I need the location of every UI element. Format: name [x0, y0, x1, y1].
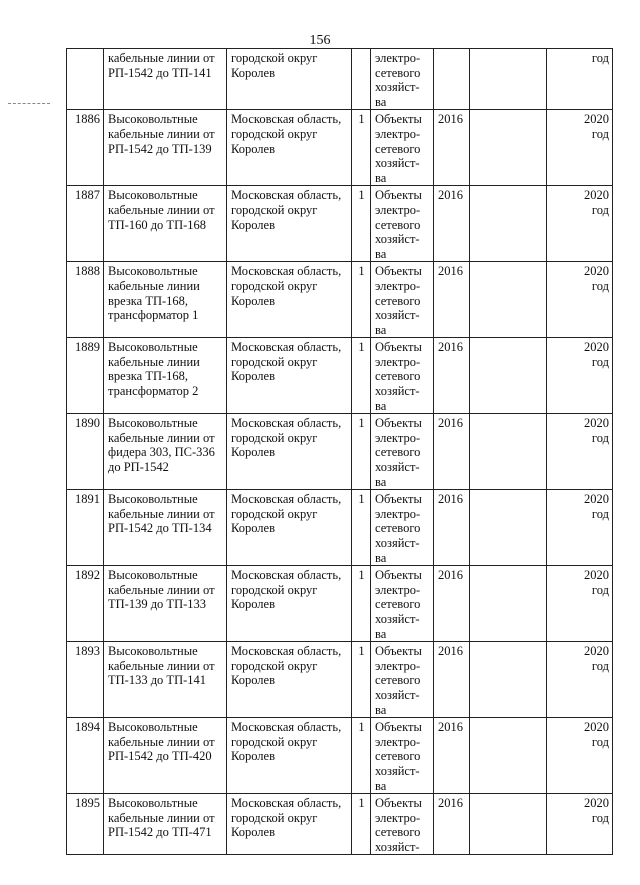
text-line: Высоковольтные	[108, 796, 198, 811]
object-name-cell	[104, 566, 227, 642]
year-start-cell	[434, 186, 470, 262]
object-name-cell	[104, 262, 227, 338]
text-line: 1	[358, 112, 365, 127]
table-row	[67, 794, 613, 855]
text-line: Объекты	[375, 568, 422, 583]
text-line: 2020	[584, 416, 609, 431]
table-row	[67, 490, 613, 566]
text-line: год	[591, 51, 609, 65]
row-number-cell	[67, 794, 104, 855]
quantity-cell	[352, 642, 371, 718]
text-line: 2016	[438, 568, 463, 583]
term-end-cell	[547, 49, 613, 110]
text-line: городской округ	[231, 354, 318, 369]
text-line: Королев	[231, 749, 275, 764]
empty-cell	[470, 566, 547, 642]
text-line: 1893	[75, 644, 100, 659]
text-line: хозяйст-	[375, 763, 420, 778]
object-name-cell	[104, 414, 227, 490]
text-line: сетевого	[375, 597, 421, 612]
quantity-cell	[352, 414, 371, 490]
text-line: 1	[358, 340, 365, 355]
text-line: Объекты	[375, 416, 422, 431]
object-name-cell	[104, 794, 227, 855]
text-line: Объекты	[375, 188, 422, 203]
text-line: 2020	[584, 568, 609, 583]
empty-cell	[470, 414, 547, 490]
text-line: 2020	[584, 340, 609, 355]
text-line: хозяйст-	[375, 687, 420, 702]
text-line: кабельные линии	[108, 278, 200, 293]
text-line: хозяйст-	[375, 460, 420, 475]
text-line: городской округ	[231, 734, 318, 749]
text-line: фидера 303, ПС-336	[108, 445, 215, 460]
text-line: кабельные линии от	[108, 51, 215, 65]
text-line: Королев	[231, 673, 275, 688]
text-line: 2016	[438, 796, 463, 811]
category-cell	[371, 414, 434, 490]
text-line: кабельные линии от	[108, 734, 215, 749]
text-line: Московская область,	[231, 720, 342, 735]
quantity-cell	[352, 186, 371, 262]
text-line: Королев	[231, 293, 275, 308]
text-line: 1	[358, 568, 365, 583]
object-name-cell	[104, 490, 227, 566]
location-cell	[227, 338, 352, 414]
text-line: 1	[358, 644, 365, 659]
term-end-cell	[547, 262, 613, 338]
text-line: Высоковольтные	[108, 112, 198, 127]
text-line: Королев	[231, 597, 275, 612]
text-line: 1	[358, 492, 365, 507]
category-cell	[371, 110, 434, 186]
text-line: Высоковольтные	[108, 720, 198, 735]
year-start-cell	[434, 110, 470, 186]
text-line: электро-	[375, 658, 421, 673]
text-line: ва	[375, 322, 387, 337]
row-number-cell	[67, 566, 104, 642]
text-line: Московская область,	[231, 644, 342, 659]
text-line: РП-1542 до ТП-420	[108, 749, 212, 764]
text-line: ва	[375, 246, 387, 261]
row-number-cell	[67, 110, 104, 186]
text-line: электро-	[375, 354, 421, 369]
text-line: электро-	[375, 734, 421, 749]
text-line: год	[591, 658, 609, 673]
text-line: ва	[375, 474, 387, 489]
text-line: электро-	[375, 126, 421, 141]
term-end-cell	[547, 110, 613, 186]
text-line: 1889	[75, 340, 100, 355]
quantity-cell	[352, 338, 371, 414]
text-line: хозяйст-	[375, 839, 420, 854]
text-line: Объекты	[375, 340, 422, 355]
object-name-cell	[104, 110, 227, 186]
text-line: электро-	[375, 430, 421, 445]
text-line: Высоковольтные	[108, 188, 198, 203]
text-line: 2016	[438, 720, 463, 735]
text-line: электро-	[375, 51, 421, 65]
empty-cell	[470, 262, 547, 338]
text-line: Московская область,	[231, 264, 342, 279]
text-line: 2016	[438, 416, 463, 431]
text-line: хозяйст-	[375, 308, 420, 323]
text-line: Королев	[231, 141, 275, 156]
text-line: Объекты	[375, 264, 422, 279]
text-line: ва	[375, 702, 387, 717]
location-cell	[227, 262, 352, 338]
year-start-cell	[434, 566, 470, 642]
text-line: 2020	[584, 644, 609, 659]
category-cell	[371, 49, 434, 110]
text-line: 1895	[75, 796, 100, 811]
quantity-cell	[352, 49, 371, 110]
row-number-cell	[67, 718, 104, 794]
text-line: Высоковольтные	[108, 340, 198, 355]
row-number-cell	[67, 262, 104, 338]
term-end-cell	[547, 414, 613, 490]
location-cell	[227, 566, 352, 642]
text-line: Московская область,	[231, 188, 342, 203]
text-line: кабельные линии	[108, 354, 200, 369]
object-name-cell	[104, 718, 227, 794]
text-line: электро-	[375, 278, 421, 293]
empty-cell	[470, 110, 547, 186]
text-line: 1894	[75, 720, 100, 735]
text-line: 1890	[75, 416, 100, 431]
text-line: городской округ	[231, 506, 318, 521]
empty-cell	[470, 642, 547, 718]
text-line: сетевого	[375, 673, 421, 688]
year-start-cell	[434, 338, 470, 414]
text-line: кабельные линии от	[108, 506, 215, 521]
text-line: электро-	[375, 202, 421, 217]
text-line: Московская область,	[231, 796, 342, 811]
text-line: сетевого	[375, 521, 421, 536]
text-line: Королев	[231, 521, 275, 536]
text-line: Королев	[231, 65, 275, 80]
text-line: кабельные линии от	[108, 658, 215, 673]
text-line: городской округ	[231, 430, 318, 445]
text-line: Московская область,	[231, 492, 342, 507]
text-line: 1	[358, 796, 365, 811]
text-line: хозяйст-	[375, 536, 420, 550]
category-cell	[371, 490, 434, 566]
object-name-cell	[104, 186, 227, 262]
location-cell	[227, 49, 352, 110]
text-line: Королев	[231, 369, 275, 384]
location-cell	[227, 490, 352, 566]
text-line: ва	[375, 398, 387, 413]
location-cell	[227, 794, 352, 855]
text-line: сетевого	[375, 293, 421, 308]
text-line: городской округ	[231, 51, 318, 65]
location-cell	[227, 186, 352, 262]
text-line: сетевого	[375, 749, 421, 764]
text-line: Объекты	[375, 720, 422, 735]
text-line: 1	[358, 416, 365, 431]
text-line: Высоковольтные	[108, 568, 198, 583]
text-line: ТП-139 до ТП-133	[108, 597, 207, 612]
empty-cell	[470, 794, 547, 855]
table-row	[67, 338, 613, 414]
year-start-cell	[434, 794, 470, 855]
text-line: 1891	[75, 492, 100, 507]
term-end-cell	[547, 490, 613, 566]
text-line: год	[591, 126, 609, 141]
row-number-cell	[67, 186, 104, 262]
text-line: год	[591, 734, 609, 749]
registry-table	[66, 48, 613, 855]
text-line: Высоковольтные	[108, 264, 198, 279]
object-name-cell	[104, 49, 227, 110]
text-line: городской округ	[231, 126, 318, 141]
text-line: кабельные линии от	[108, 126, 215, 141]
year-start-cell	[434, 490, 470, 566]
year-start-cell	[434, 49, 470, 110]
scan-artifact-dash	[8, 103, 50, 104]
table-row	[67, 110, 613, 186]
quantity-cell	[352, 794, 371, 855]
text-line: Московская область,	[231, 340, 342, 355]
text-line: 2020	[584, 492, 609, 507]
quantity-cell	[352, 110, 371, 186]
table-row-continuation	[67, 49, 613, 110]
term-end-cell	[547, 718, 613, 794]
text-line: РП-1542 до ТП-141	[108, 65, 212, 80]
text-line: врезка ТП-168,	[108, 293, 189, 308]
year-start-cell	[434, 262, 470, 338]
text-line: 2016	[438, 644, 463, 659]
table-row	[67, 718, 613, 794]
text-line: трансформатор 2	[108, 384, 199, 399]
text-line: сетевого	[375, 369, 421, 384]
text-line: сетевого	[375, 825, 421, 840]
text-line: год	[591, 430, 609, 445]
table-row	[67, 642, 613, 718]
text-line: городской округ	[231, 658, 318, 673]
text-line: кабельные линии от	[108, 202, 215, 217]
table-row	[67, 186, 613, 262]
location-cell	[227, 414, 352, 490]
location-cell	[227, 110, 352, 186]
text-line: ва	[375, 170, 387, 185]
text-line: ТП-133 до ТП-141	[108, 673, 207, 688]
empty-cell	[470, 186, 547, 262]
text-line: РП-1542 до ТП-134	[108, 521, 212, 536]
text-line: ва	[375, 550, 387, 565]
text-line: Объекты	[375, 796, 422, 811]
text-line: кабельные линии от	[108, 810, 215, 825]
text-line: 2020	[584, 112, 609, 127]
category-cell	[371, 718, 434, 794]
text-line: 1888	[75, 264, 100, 279]
row-number-cell	[67, 414, 104, 490]
text-line: 2020	[584, 720, 609, 735]
text-line: 2016	[438, 188, 463, 203]
text-line: 2020	[584, 796, 609, 811]
text-line: РП-1542 до ТП-139	[108, 141, 212, 156]
empty-cell	[470, 490, 547, 566]
text-line: до РП-1542	[108, 460, 169, 475]
term-end-cell	[547, 794, 613, 855]
text-line: Королев	[231, 217, 275, 232]
category-cell	[371, 642, 434, 718]
text-line: электро-	[375, 506, 421, 521]
row-number-cell	[67, 642, 104, 718]
text-line: трансформатор 1	[108, 308, 199, 323]
year-start-cell	[434, 718, 470, 794]
text-line: городской округ	[231, 202, 318, 217]
text-line: 1	[358, 188, 365, 203]
text-line: сетевого	[375, 141, 421, 156]
text-line: городской округ	[231, 582, 318, 597]
text-line: Московская область,	[231, 568, 342, 583]
text-line: 2016	[438, 264, 463, 279]
text-line: Высоковольтные	[108, 416, 198, 431]
year-start-cell	[434, 642, 470, 718]
category-cell	[371, 186, 434, 262]
text-line: год	[591, 202, 609, 217]
table-row	[67, 262, 613, 338]
text-line: врезка ТП-168,	[108, 369, 189, 384]
location-cell	[227, 642, 352, 718]
category-cell	[371, 262, 434, 338]
text-line: Объекты	[375, 644, 422, 659]
text-line: Объекты	[375, 112, 422, 127]
text-line: Московская область,	[231, 112, 342, 127]
table-row	[67, 566, 613, 642]
text-line: хозяйст-	[375, 80, 420, 95]
empty-cell	[470, 338, 547, 414]
category-cell	[371, 566, 434, 642]
text-line: год	[591, 582, 609, 597]
term-end-cell	[547, 642, 613, 718]
text-line: сетевого	[375, 65, 421, 80]
text-line: 2016	[438, 112, 463, 127]
text-line: хозяйст-	[375, 232, 420, 247]
text-line: электро-	[375, 582, 421, 597]
text-line: Королев	[231, 445, 275, 460]
quantity-cell	[352, 718, 371, 794]
empty-cell	[470, 718, 547, 794]
text-line: электро-	[375, 810, 421, 825]
text-line: 1887	[75, 188, 100, 203]
text-line: год	[591, 810, 609, 825]
text-line: городской округ	[231, 810, 318, 825]
text-line: Высоковольтные	[108, 492, 198, 507]
text-line: 2016	[438, 492, 463, 507]
text-line: 1	[358, 264, 365, 279]
quantity-cell	[352, 490, 371, 566]
text-line: 2020	[584, 188, 609, 203]
row-number-cell	[67, 490, 104, 566]
object-name-cell	[104, 338, 227, 414]
text-line: ва	[375, 626, 387, 641]
empty-cell	[470, 49, 547, 110]
text-line: сетевого	[375, 445, 421, 460]
text-line: кабельные линии от	[108, 430, 215, 445]
category-cell	[371, 794, 434, 855]
text-line: ТП-160 до ТП-168	[108, 217, 207, 232]
text-line: 1892	[75, 568, 100, 583]
page-number: 156	[309, 33, 331, 48]
row-number-cell	[67, 49, 104, 110]
category-cell	[371, 338, 434, 414]
text-line: Объекты	[375, 492, 422, 507]
text-line: РП-1542 до ТП-471	[108, 825, 212, 840]
text-line: год	[591, 354, 609, 369]
object-name-cell	[104, 642, 227, 718]
text-line: сетевого	[375, 217, 421, 232]
text-line: Московская область,	[231, 416, 342, 431]
year-start-cell	[434, 414, 470, 490]
term-end-cell	[547, 566, 613, 642]
text-line: 2020	[584, 264, 609, 279]
term-end-cell	[547, 186, 613, 262]
text-line: 2016	[438, 340, 463, 355]
quantity-cell	[352, 566, 371, 642]
text-line: Королев	[231, 825, 275, 840]
text-line: год	[591, 278, 609, 293]
table-row	[67, 414, 613, 490]
row-number-cell	[67, 338, 104, 414]
text-line: год	[591, 506, 609, 521]
text-line: кабельные линии от	[108, 582, 215, 597]
text-line: Высоковольтные	[108, 644, 198, 659]
text-line: хозяйст-	[375, 156, 420, 171]
registry-body	[67, 49, 613, 855]
text-line: хозяйст-	[375, 384, 420, 399]
text-line: 1886	[75, 112, 100, 127]
quantity-cell	[352, 262, 371, 338]
text-line: 1	[358, 720, 365, 735]
location-cell	[227, 718, 352, 794]
term-end-cell	[547, 338, 613, 414]
text-line: хозяйст-	[375, 611, 420, 626]
text-line: ва	[375, 94, 387, 109]
text-line: городской округ	[231, 278, 318, 293]
text-line: ва	[375, 778, 387, 793]
